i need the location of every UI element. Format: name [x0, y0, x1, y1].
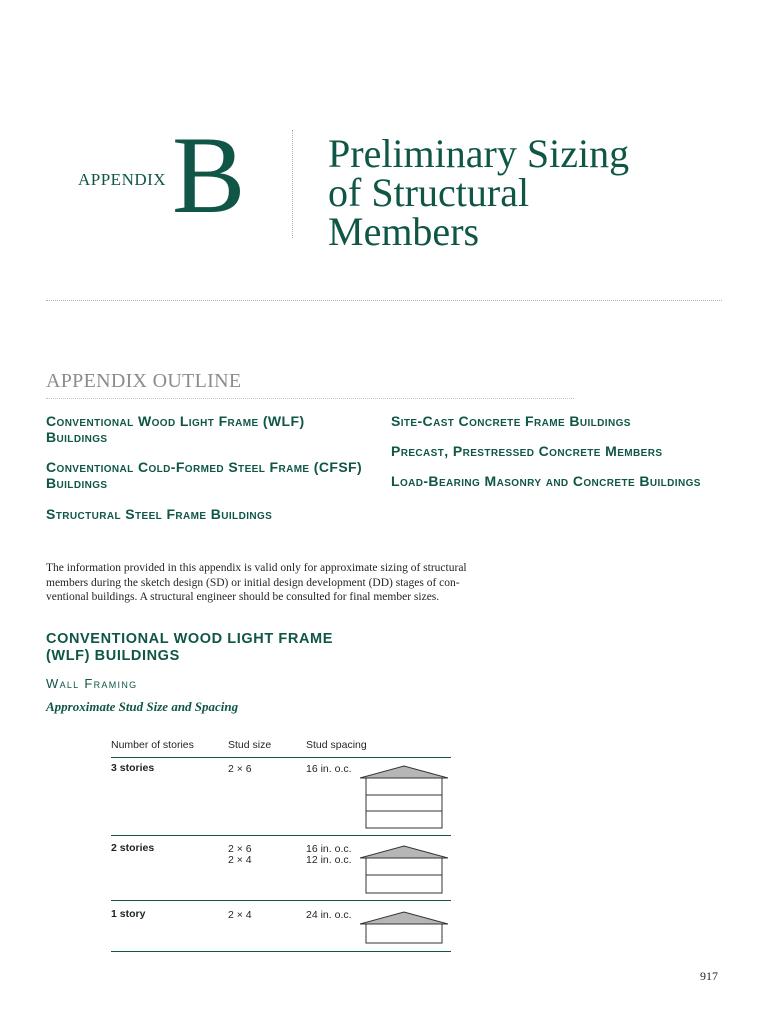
table-caption: Approximate Stud Size and Spacing — [46, 699, 239, 714]
section-heading — [46, 631, 406, 665]
intro-paragraph — [46, 561, 526, 605]
row-stud-spacing: 24 in. o.c. — [306, 909, 352, 921]
intro-line: members during the sketch design (SD) or initial design development (DD) stages of con- — [46, 576, 460, 589]
outline-item-sitecast[interactable]: Site-Cast Concrete Frame Buildings — [391, 413, 631, 429]
page-title — [328, 131, 728, 254]
row-stories-label: 3 stories — [111, 762, 155, 774]
title-line: Members — [328, 209, 480, 254]
row-stud-spacing: 12 in. o.c. — [306, 854, 352, 866]
row-stories-label: 1 story — [111, 908, 146, 920]
section-heading-line: (WLF) BUILDINGS — [46, 648, 180, 664]
row-stud-spacing: 16 in. o.c. — [306, 763, 352, 775]
row-stud-size: 2 × 6 — [228, 763, 252, 775]
table-rule — [111, 757, 451, 758]
header-divider — [292, 130, 293, 238]
title-line: Preliminary Sizing — [328, 131, 630, 176]
outline-rule — [46, 398, 574, 399]
section-heading-line: CONVENTIONAL WOOD LIGHT FRAME — [46, 631, 333, 647]
one-story-building-icon — [358, 910, 450, 946]
two-story-building-icon — [358, 844, 450, 896]
page-number: 917 — [700, 969, 718, 983]
appendix-label: APPENDIX — [78, 170, 167, 189]
outline-item-steel[interactable]: Structural Steel Frame Buildings — [46, 506, 273, 522]
outline-item-cfsf[interactable]: Conventional Cold-Formed Steel Frame (CFSF) Buildings — [46, 459, 363, 491]
row-stud-spacing: 16 in. o.c. — [306, 843, 352, 855]
intro-line: ventional buildings. A structural engineer should be consulted for final member sizes. — [46, 591, 440, 604]
column-header-stud-size: Stud size — [228, 739, 272, 751]
table-rule — [111, 951, 451, 952]
appendix-letter: B — [172, 114, 246, 236]
row-stud-size: 2 × 4 — [228, 854, 252, 866]
header-rule — [46, 300, 722, 301]
table-rule — [111, 900, 451, 901]
row-stories-label: 2 stories — [111, 842, 155, 854]
three-story-building-icon — [358, 764, 450, 832]
column-header-stud-spacing: Stud spacing — [306, 739, 367, 751]
outline-title: APPENDIX OUTLINE — [46, 370, 242, 392]
table-rule — [111, 835, 451, 836]
outline-item-precast[interactable]: Precast, Prestressed Concrete Members — [391, 443, 663, 459]
intro-line: The information provided in this appendix is valid only for approximate sizing of structural — [46, 562, 467, 574]
subsection-heading: Wall Framing — [46, 676, 138, 691]
row-stud-size: 2 × 4 — [228, 909, 252, 921]
outline-item-masonry[interactable]: Load-Bearing Masonry and Concrete Buildings — [391, 473, 701, 489]
title-line: of Structural — [328, 170, 530, 215]
row-stud-size: 2 × 6 — [228, 843, 252, 855]
outline-item-wlf[interactable]: Conventional Wood Light Frame (WLF) Buildings — [46, 413, 305, 445]
column-header-stories: Number of stories — [111, 739, 194, 751]
